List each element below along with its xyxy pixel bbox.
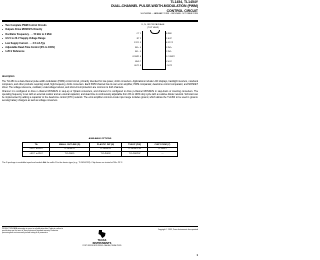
options-table-title: AVAILABLE OPTIONS	[88, 138, 112, 140]
options-table	[22, 142, 178, 157]
package-caption: D, N, OR PW PACKAGE	[141, 24, 165, 26]
pin-label: 12 IN2–	[165, 51, 173, 54]
company-address: POST OFFICE BOX 655303 • DALLAS, TEXAS 75265	[82, 246, 122, 247]
company-name-line-2: INSTRUMENTS	[92, 242, 112, 245]
page-footer	[2, 226, 198, 259]
company-name-line-1: TEXAS	[97, 239, 107, 242]
pin-label: GND 7	[134, 60, 141, 63]
pin-label: 14 DTC2	[165, 42, 174, 45]
pin-label: 15 SCP	[165, 37, 172, 40]
pin-label: CT 1	[136, 33, 141, 35]
feature-item: ● Outputs Drive MOSFETs Directly	[2, 28, 100, 32]
table-header-cell: SMALL OUTLINE (D)	[50, 143, 89, 148]
description-heading: description	[2, 76, 15, 78]
feature-list	[2, 24, 100, 55]
table-row	[23, 152, 178, 157]
feature-item: ● Oscillator Frequency . . . 50 kHz to 2 MHz	[2, 33, 100, 37]
table-cell: TL1454CN	[89, 147, 122, 152]
table-cell: TL1454IN	[89, 152, 122, 157]
header-rule	[2, 20, 198, 22]
table-cell: —	[147, 152, 177, 157]
table-cell: –20°C to 85°C	[23, 147, 50, 152]
table-cell: TL1454CPW	[122, 147, 148, 152]
table-header-cell: TSSOP (PW)	[122, 143, 148, 148]
description-paragraph-2: Channel 1 is configured to drive n-channel MOSFETs in step-up or flyback converters, and channel 2 is configured to drive p-channel MOSFETs in step-down or inverting converters. The operating frequency is set with an external resistor and an external capacitor, and dead time is continuously adjustable from 0% to 100% duty cycle with a resistive divider network. Soft start can be implemented by adding a capacitor to the dead-time control (DTC) network. The error-amplifier common-mode input range includes ground, which allows the TL1454 to be used in ground-sensing battery chargers as well as voltage converters.	[2, 91, 198, 102]
pin-label: DTC1 3	[134, 42, 141, 45]
title-line-2: CONTROL CIRCUIT	[166, 8, 198, 13]
pin-label: 13 IN2+	[165, 46, 173, 49]
document-code: SLVS095B – JANUARY 1995 – REVISED OCTOBER 1995	[140, 12, 198, 15]
left-pins	[109, 32, 141, 69]
page-number: 1	[196, 254, 198, 257]
feature-item: ● Two Complete PWM Control Circuits	[2, 24, 100, 28]
table-header-cell: CHIP FORM (Y)	[147, 143, 177, 148]
feature-item: ● 3.6-V to 20-V Supply-Voltage Range	[2, 37, 100, 41]
production-data-notice: PRODUCTION DATA information is current as of publication date. Products conform to specifications per the terms of Texas Instruments standard warranty. Production processing does not necessarily include testing of all parameters.	[2, 229, 64, 234]
part-numbers: TL1454, TL1454Y	[170, 0, 198, 4]
table-cell: TL1454Y	[147, 147, 177, 152]
table-footnote: The D package is available taped and reeled. Add the suffix R to the device type (e.g., TL1454CDR). Chip forms are tested at TA = 25°C.	[2, 162, 123, 164]
page-header	[2, 0, 198, 20]
pin-label: 9 OUT2	[165, 65, 173, 68]
right-pins	[165, 32, 197, 69]
table-cell: TL1454CD	[50, 147, 89, 152]
pin-label: IN1– 5	[135, 51, 141, 54]
copyright-notice: Copyright © 1995, Texas Instruments Incorporated	[157, 229, 198, 231]
pin-label: 10 VCC	[165, 60, 173, 63]
pin-label: OUT1 8	[133, 65, 141, 68]
description-section	[2, 76, 198, 105]
package-view: (TOP VIEW)	[147, 26, 159, 29]
pin-label: 16 REF	[165, 33, 172, 35]
texas-map-logo-icon	[97, 229, 107, 239]
table-header-cell: PLASTIC DIP (N)	[89, 143, 122, 148]
pin-label: 11 COMP2	[165, 55, 175, 58]
pin-label: COMP1 6	[132, 55, 141, 58]
title-line-1: DUAL-CHANNEL PULSE-WIDTH-MODULATION (PWM)	[111, 4, 198, 9]
feature-item: ● 1.26-V Reference	[2, 50, 100, 54]
table-cell: –40°C to 85°C	[23, 152, 50, 157]
feature-item: ● Low Supply Current . . . 2.5 mA Typ	[2, 42, 100, 46]
ic-notch	[150, 30, 160, 34]
company-logo	[82, 229, 122, 248]
table-header-cell: TA	[23, 143, 50, 148]
table-cell: TL1454IPW	[122, 152, 148, 157]
package-pinout	[108, 24, 198, 74]
table-cell: TL1454ID	[50, 152, 89, 157]
ic-package-outline	[142, 31, 166, 70]
pin-label: IN1+ 4	[135, 46, 141, 49]
description-paragraph-1: The TL1454 is a dual-channel pulse-width-modulation (PWM) control circuit, primarily intended for low-power, dc/dc converters. Applications include LCD displays, backlight inverters, notebook computers, and other products requiring small, high-frequency, dc/dc converters. Each PWM channel has its own error amplifier, PWM comparator, dead-time control comparator, and MOSFET driver. The voltage reference, oscillator, undervoltage lockout, and short-circuit protection are common to both channels.	[2, 80, 198, 89]
feature-item: ● Adjustable Dead-Time Control (0% to 100%)	[2, 46, 100, 50]
pin-label: RT 2	[136, 37, 141, 40]
